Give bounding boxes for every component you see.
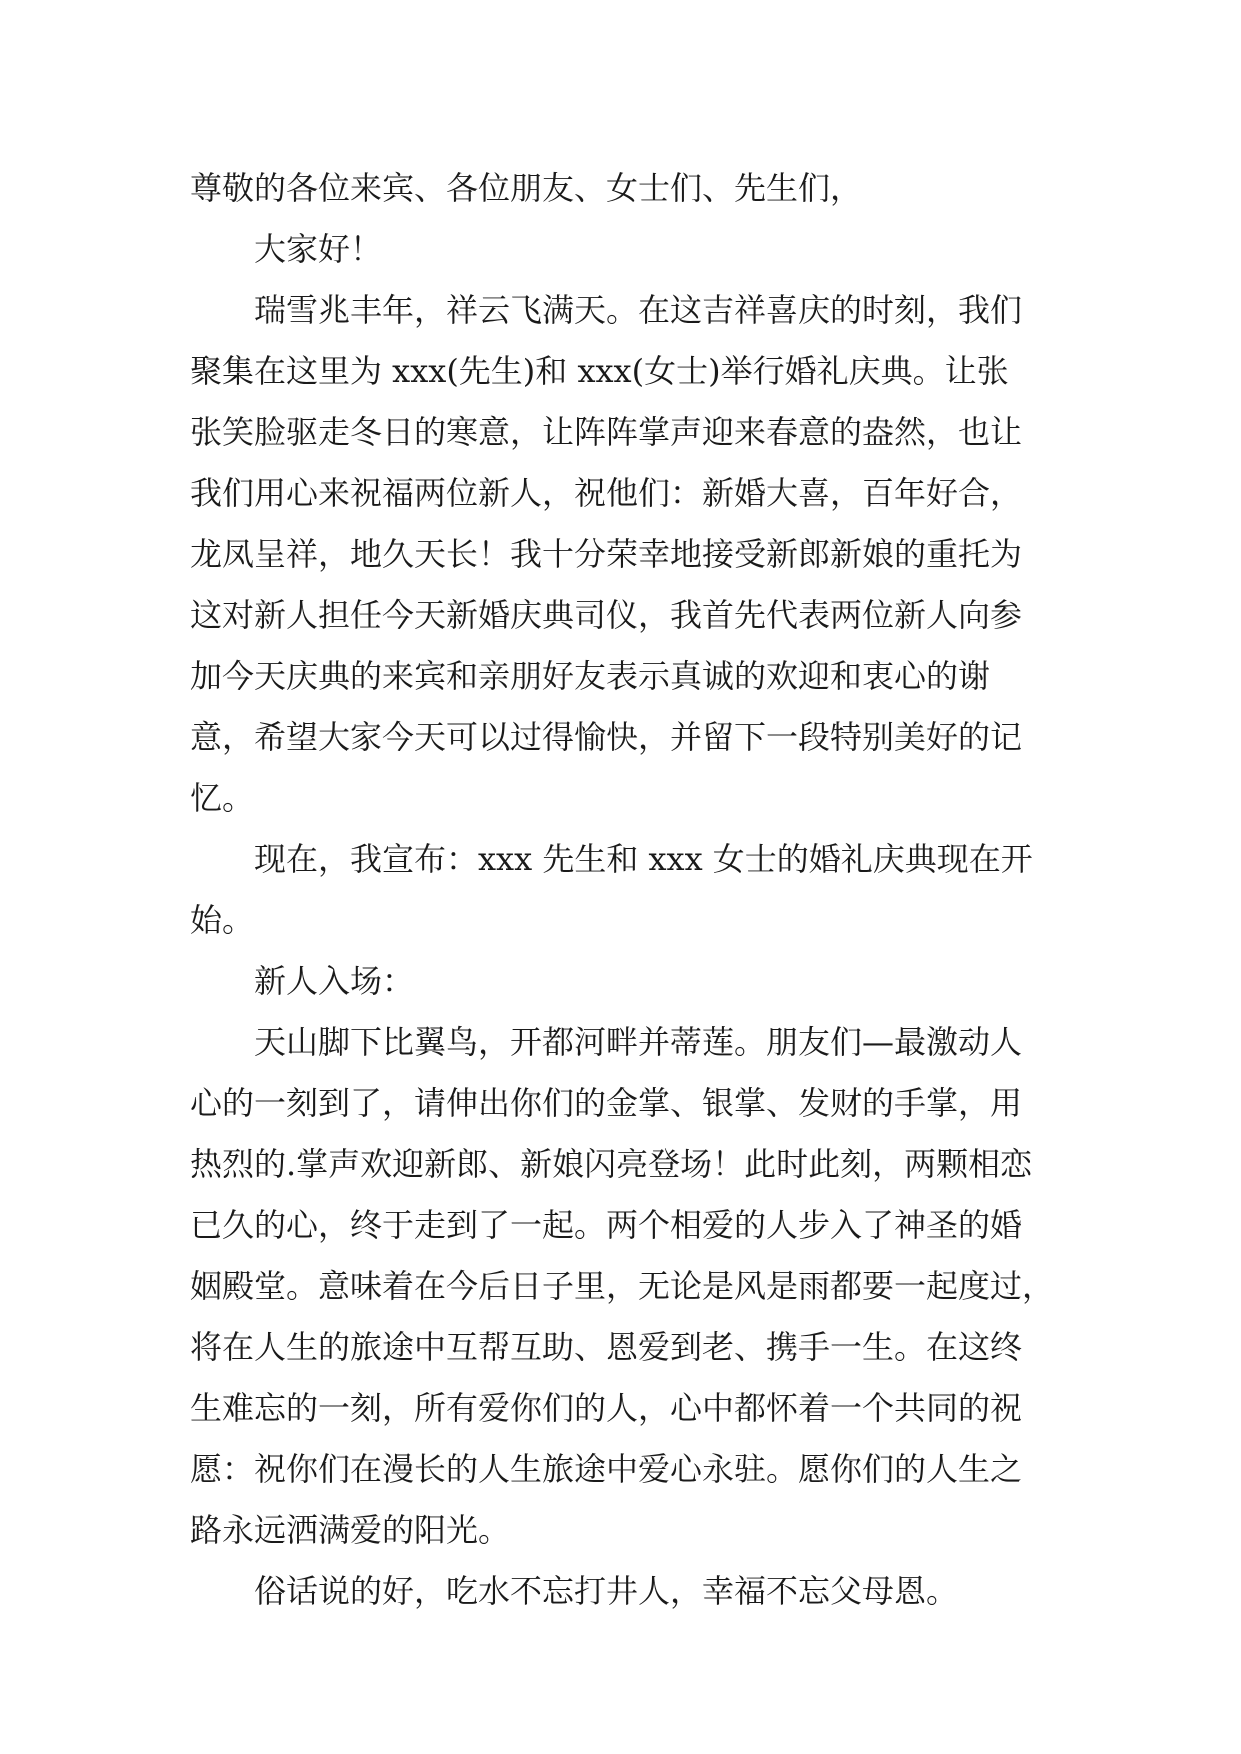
- text-line: 加今天庆典的来宾和亲朋好友表示真诚的欢迎和衷心的谢: [190, 657, 991, 695]
- text-line: 这对新人担任今天新婚庆典司仪，我首先代表两位新人向参: [190, 596, 1023, 634]
- text-line: 路永远洒满爱的阳光。: [190, 1511, 511, 1549]
- text-line: 始。: [190, 901, 255, 939]
- text-line: 张笑脸驱走冬日的寒意，让阵阵掌声迎来春意的盎然，也让: [190, 413, 1023, 451]
- text-line: 愿：祝你们在漫长的人生旅途中爱心永驻。愿你们的人生之: [190, 1450, 1023, 1488]
- text-line: 忆。: [190, 779, 255, 817]
- text-line: 龙凤呈祥，地久天长！我十分荣幸地接受新郎新娘的重托为: [190, 535, 1023, 573]
- text-line: 我们用心来祝福两位新人，祝他们：新婚大喜，百年好合，: [190, 474, 1023, 512]
- text-line: 瑞雪兆丰年，祥云飞满天。在这吉祥喜庆的时刻，我们: [254, 291, 1023, 329]
- text-line: 尊敬的各位来宾、各位朋友、女士们、先生们，: [190, 169, 863, 207]
- text-line: 大家好！: [254, 230, 383, 268]
- text-line: 心的一刻到了，请伸出你们的金掌、银掌、发财的手掌，用: [190, 1084, 1023, 1122]
- document-body: [190, 158, 1055, 1622]
- text-line: 现在，我宣布：xxx 先生和 xxx 女士的婚礼庆典现在开: [254, 840, 1033, 878]
- text-line: 将在人生的旅途中互帮互助、恩爱到老、携手一生。在这终: [190, 1328, 1023, 1366]
- text-line: 新人入场：: [254, 962, 415, 1000]
- text-line: 生难忘的一刻，所有爱你们的人，心中都怀着一个共同的祝: [190, 1389, 1023, 1427]
- text-line: 已久的心，终于走到了一起。两个相爱的人步入了神圣的婚: [190, 1206, 1023, 1244]
- text-line: 热烈的.掌声欢迎新郎、新娘闪亮登场！此时此刻，两颗相恋: [190, 1145, 1033, 1183]
- text-line: 聚集在这里为 xxx(先生)和 xxx(女士)举行婚礼庆典。让张: [190, 352, 1009, 390]
- text-line: 姻殿堂。意味着在今后日子里，无论是风是雨都要一起度过，: [190, 1267, 1055, 1305]
- text-line: 俗话说的好，吃水不忘打井人，幸福不忘父母恩。: [254, 1572, 959, 1610]
- text-line: 天山脚下比翼鸟，开都河畔并蒂莲。朋友们—最激动人: [254, 1023, 1023, 1061]
- text-line: 意，希望大家今天可以过得愉快，并留下一段特别美好的记: [190, 718, 1023, 756]
